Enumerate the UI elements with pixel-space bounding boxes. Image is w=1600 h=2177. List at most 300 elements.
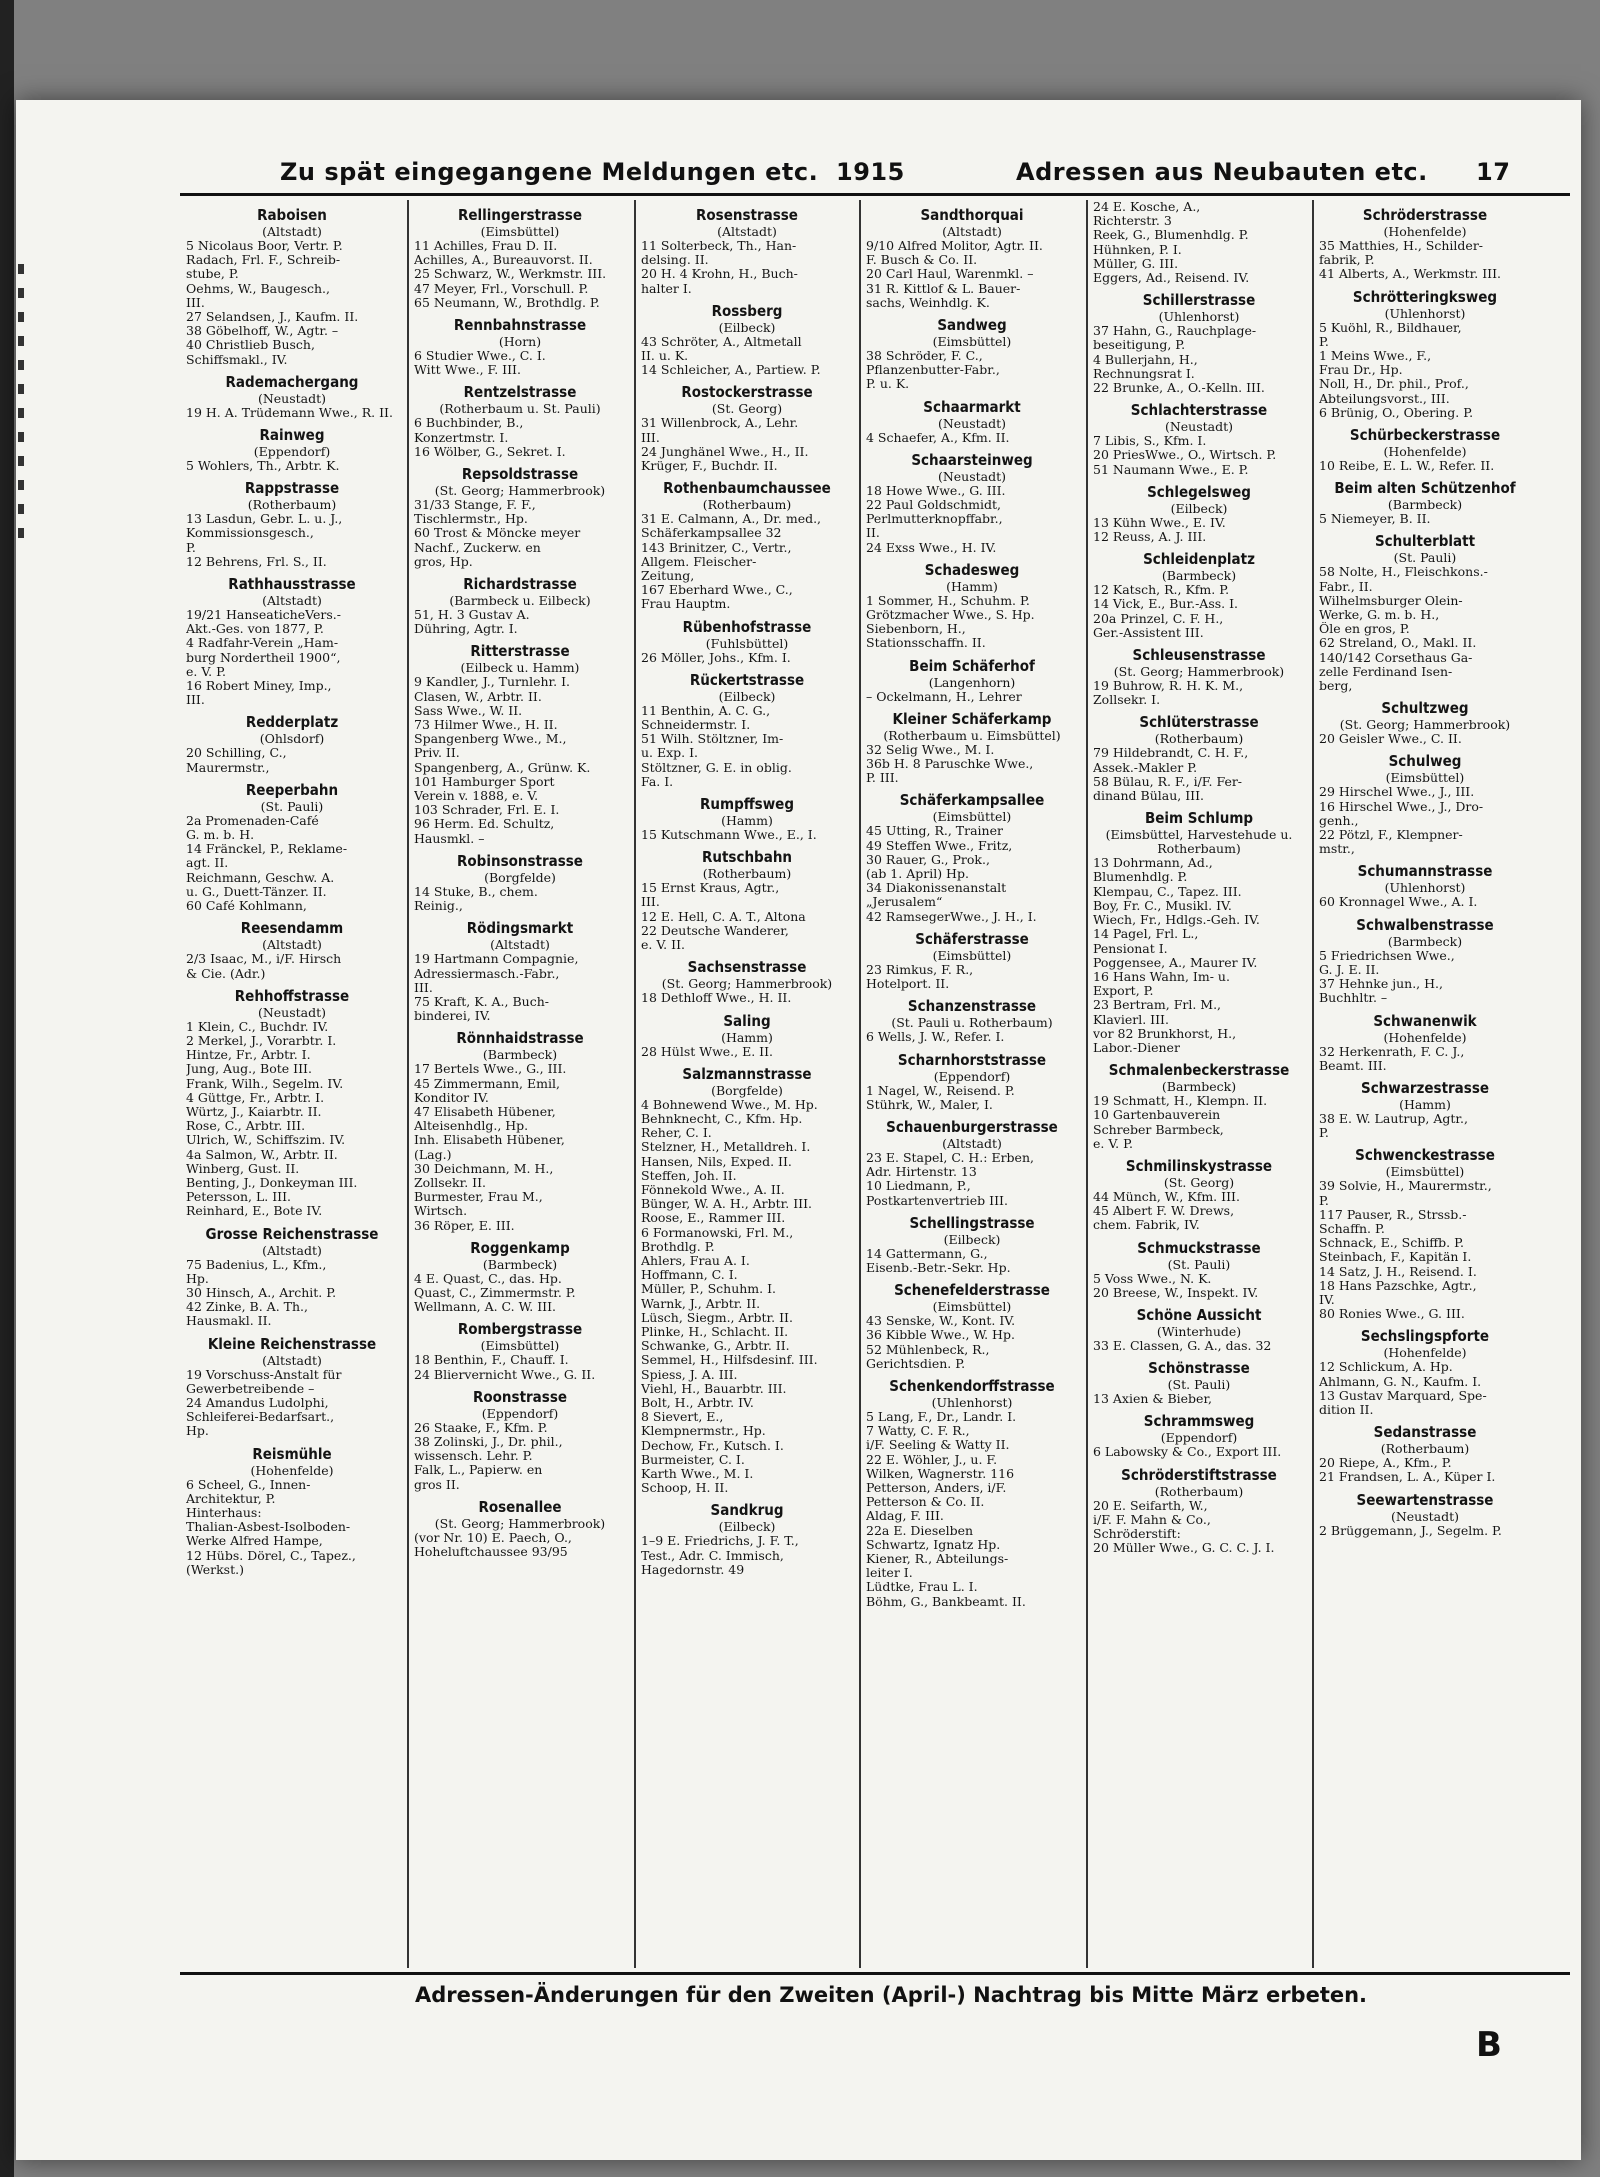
column-2 — [414, 200, 626, 1965]
district-label: (Eppendorf) — [933, 1068, 1011, 1084]
address-entry: 140/142 Corsethaus Ga- — [1319, 650, 1473, 665]
street-heading: Rutschbahn — [701, 848, 793, 867]
district-label: (Hohenfelde) — [1383, 1345, 1467, 1361]
address-entry: 4 Bullerjahn, H., — [1093, 352, 1198, 367]
address-entry: Test., Adr. C. Immisch, — [641, 1548, 784, 1563]
address-entry: 51 Naumann Wwe., E. P. — [1093, 462, 1249, 477]
address-entry: 49 Steffen Wwe., Fritz, — [866, 838, 1013, 853]
address-entry: Akt.-Ges. von 1877, P. — [186, 622, 324, 637]
address-entry: Siebenborn, H., — [866, 622, 966, 637]
address-entry: 16 Hirschel Wwe., J., Dro- — [1319, 799, 1484, 814]
address-entry: 2 Merkel, J., Vorarbtr. I. — [186, 1033, 337, 1048]
district-label: (Rotherbaum) — [702, 866, 792, 882]
address-entry: Frank, Wilh., Segelm. IV. — [186, 1076, 344, 1091]
street-heading: Beim alten Schützenhof — [1334, 479, 1516, 498]
address-entry: Reher, C. I. — [641, 1126, 712, 1141]
address-entry: 38 Zolinski, J., Dr. phil., — [414, 1434, 563, 1449]
district-label: (Neustadt) — [937, 415, 1007, 431]
street-heading: Rademachergang — [225, 372, 359, 391]
address-entry: Schreber Barmbeck, — [1093, 1122, 1224, 1137]
address-entry: Werke, G. m. b. H., — [1319, 608, 1440, 623]
address-entry: Labor.-Diener — [1093, 1040, 1180, 1055]
address-entry: Semmel, H., Hilfsdesinf. III. — [641, 1353, 818, 1368]
address-entry: Wirtsch. — [414, 1204, 468, 1219]
column-5 — [1093, 200, 1305, 1965]
address-entry: 13 Lasdun, Gebr. L. u. J., — [186, 512, 343, 527]
street-heading: Roggenkamp — [470, 1238, 570, 1257]
street-heading: Schanzenstrasse — [907, 997, 1037, 1016]
address-entry: 21 Frandsen, L. A., Küper I. — [1319, 1470, 1496, 1485]
address-entry: chem. Fabrik, IV. — [1093, 1218, 1200, 1233]
district-label: (Winterhude) — [1156, 1323, 1242, 1339]
district-label: (Eppendorf) — [1160, 1430, 1238, 1446]
address-entry: 10 Reibe, E. L. W., Refer. II. — [1319, 459, 1495, 474]
address-entry: 18 Howe Wwe., G. III. — [866, 483, 1006, 498]
address-entry: 14 Fränckel, P., Reklame- — [186, 842, 348, 857]
district-label: (Eilbeck) — [718, 688, 776, 704]
address-entry: Öle en gros, P. — [1319, 622, 1410, 637]
address-entry: 26 Möller, Johs., Kfm. I. — [641, 650, 791, 665]
address-entry: Karth Wwe., M. I. — [641, 1466, 754, 1481]
district-label: (Neustadt) — [257, 1004, 327, 1020]
address-entry: agt. II. — [186, 856, 229, 871]
address-entry: 6 Wells, J. W., Refer. I. — [866, 1030, 1005, 1045]
address-entry: 43 Schröter, A., Altmetall — [641, 334, 802, 349]
address-entry: Schwanke, G., Arbtr. II. — [641, 1339, 790, 1354]
address-entry: 13 Kühn Wwe., E. IV. — [1093, 515, 1226, 530]
district-label: (Altstadt) — [262, 937, 322, 953]
address-entry: 5 Friedrichsen Wwe., — [1319, 948, 1455, 963]
address-entry: 43 Senske, W., Kont. IV. — [866, 1314, 1016, 1329]
address-entry: Radach, Frl. F., Schreib- — [186, 253, 341, 268]
street-heading: Rossberg — [711, 301, 783, 320]
district-label: (Eilbeck) — [1170, 500, 1228, 516]
address-entry: u. G., Duett-Tänzer. II. — [186, 884, 327, 899]
address-entry: 103 Schrader, Frl. E. I. — [414, 803, 560, 818]
header-left-title: Zu spät eingegangene Meldungen etc. — [280, 158, 819, 186]
district-label: (Hamm) — [721, 1029, 773, 1045]
address-entry: 38 E. W. Lautrup, Agtr., — [1319, 1111, 1468, 1126]
street-heading: Schleusenstrasse — [1132, 646, 1266, 665]
street-heading: Sachsenstrasse — [687, 958, 807, 977]
street-heading: Rosenallee — [478, 1497, 562, 1516]
column-3 — [641, 200, 853, 1965]
address-entry: Ger.-Assistent III. — [1093, 625, 1204, 640]
address-entry: Petterson, Anders, i/F. — [866, 1480, 1007, 1495]
district-label: (Hamm) — [946, 578, 998, 594]
address-entry: stube, P. — [186, 267, 239, 282]
address-entry: Lüsch, Siegm., Arbtr. II. — [641, 1310, 793, 1325]
address-entry: dition II. — [1319, 1402, 1374, 1417]
address-entry: Allgem. Fleischer- — [641, 554, 757, 569]
address-entry: Inh. Elisabeth Hübener, — [414, 1133, 565, 1148]
address-entry: 12 Katsch, R., Kfm. P. — [1093, 583, 1230, 598]
address-entry: Schiffsmakl., IV. — [186, 352, 288, 367]
address-entry: 37 Hehnke jun., H., — [1319, 977, 1443, 992]
district-label: (Barmbeck u. Eilbeck) — [449, 593, 591, 609]
address-entry: 4 Radfahr-Verein „Ham- — [186, 636, 339, 651]
address-entry: 38 Göbelhoff, W., Agtr. – — [186, 324, 339, 339]
street-heading: Schöne Aussicht — [1136, 1305, 1262, 1324]
street-heading: Schleidenplatz — [1143, 550, 1255, 569]
address-entry: 24 Amandus Ludolphi, — [186, 1395, 329, 1410]
street-heading: Rückertstrasse — [689, 670, 805, 689]
address-entry: Bünger, W. A. H., Arbtr. III. — [641, 1197, 813, 1212]
street-heading: Rentzelstrasse — [463, 383, 577, 402]
address-entry: 19 Vorschuss-Anstalt für — [186, 1367, 342, 1382]
address-entry: 2 Brüggemann, J., Segelm. P. — [1319, 1523, 1502, 1538]
address-entry: Hühnken, P. I. — [1093, 242, 1182, 257]
address-entry: G. J. E. II. — [1319, 962, 1380, 977]
address-entry: Bolt, H., Arbtr. IV. — [641, 1395, 754, 1410]
district-label: (Neustadt) — [1390, 1508, 1460, 1524]
address-entry: 25 Schwarz, W., Werkmstr. III. — [414, 267, 607, 282]
address-entry: Kommissionsgesch., — [186, 526, 314, 541]
address-entry: u. Exp. I. — [641, 746, 699, 761]
address-entry: 16 Hans Wahn, Im- u. — [1093, 969, 1230, 984]
address-entry: e. V. P. — [1093, 1136, 1133, 1151]
address-entry: fabrik, P. — [1319, 253, 1375, 268]
address-entry: 19 Schmatt, H., Klempn. II. — [1093, 1094, 1268, 1109]
district-label: (Rotherbaum) — [1380, 1441, 1470, 1457]
address-entry: 12 E. Hell, C. A. T., Altona — [641, 909, 806, 924]
district-label: (Eilbeck) — [943, 1231, 1001, 1247]
address-entry: 9 Kandler, J., Turnlehr. I. — [414, 675, 570, 690]
address-entry: Stationsschaffn. II. — [866, 636, 986, 651]
address-entry: Alteisenhdlg., Hp. — [414, 1119, 529, 1134]
district-label: (Eppendorf) — [481, 1405, 559, 1421]
address-entry: Ahlmann, G. N., Kaufm. I. — [1319, 1374, 1482, 1389]
address-entry: „Jerusalem“ — [866, 895, 943, 910]
district-label: (Neustadt) — [257, 390, 327, 406]
district-label: (Eppendorf) — [253, 444, 331, 460]
street-heading: Rappstrasse — [244, 479, 340, 498]
address-entry: Hintze, Fr., Arbtr. I. — [186, 1048, 311, 1063]
district-label: (St. Georg; Hammerbrook) — [434, 1515, 606, 1531]
address-entry: 10 Liedmann, P., — [866, 1179, 971, 1194]
address-entry: Eggers, Ad., Reisend. IV. — [1093, 271, 1250, 286]
district-label: (Barmbeck) — [1161, 568, 1237, 584]
address-entry: 60 Trost & Möncke meyer — [414, 526, 581, 541]
address-entry: (vor Nr. 10) E. Paech, O., — [414, 1530, 572, 1545]
address-entry: Hausmakl. II. — [186, 1314, 272, 1329]
district-label: (Eimsbüttel) — [480, 224, 560, 239]
address-entry: Fa. I. — [641, 774, 674, 789]
address-entry: P. — [1319, 1193, 1329, 1208]
address-entry: Behnknecht, C., Kfm. Hp. — [641, 1111, 803, 1126]
address-entry: Maurermstr., — [186, 760, 270, 775]
address-entry: 31 Willenbrock, A., Lehr. — [641, 416, 799, 431]
address-entry: Rechnungsrat I. — [1093, 366, 1195, 381]
address-entry: Zollsekr. I. — [1093, 693, 1161, 708]
street-heading: Kleiner Schäferkamp — [892, 709, 1052, 728]
address-entry: 45 Zimmermann, Emil, — [414, 1076, 560, 1091]
address-entry: 28 Hülst Wwe., E. II. — [641, 1044, 774, 1059]
district-label: (Eilbeck) — [718, 319, 776, 335]
district-label: (Eimsbüttel) — [1385, 770, 1465, 786]
street-heading: Scharnhorststrasse — [897, 1050, 1047, 1069]
address-entry: Frau Dr., Hp. — [1319, 363, 1403, 378]
street-heading: Kleine Reichenstrasse — [207, 1334, 377, 1353]
street-heading: Sandthorquai — [920, 206, 1024, 224]
address-entry: Spangenberg, A., Grünw. K. — [414, 760, 591, 775]
street-heading: Schlachterstrasse — [1130, 401, 1268, 420]
address-entry: 31 E. Calmann, A., Dr. med., — [641, 512, 822, 527]
address-entry: Böhm, G., Bankbeamt. II. — [866, 1594, 1026, 1609]
address-entry: Boy, Fr. C., Musikl. IV. — [1093, 898, 1232, 913]
address-entry: 1 Sommer, H., Schuhm. P. — [866, 593, 1030, 608]
address-entry: Wiech, Fr., Hdlgs.-Geh. IV. — [1093, 913, 1260, 928]
district-label: (Altstadt) — [717, 224, 777, 239]
address-entry: 79 Hildebrandt, C. H. F., — [1093, 746, 1249, 761]
street-heading: Schrötteringksweg — [1352, 287, 1498, 306]
address-entry: 45 Utting, R., Trainer — [866, 824, 1003, 839]
address-entry: (Lag.) — [414, 1147, 452, 1162]
street-heading: Reesendamm — [240, 919, 344, 938]
address-entry: Burmester, Frau M., — [414, 1190, 543, 1205]
address-entry: 65 Neumann, W., Brothdlg. P. — [414, 295, 600, 310]
district-label: (Horn) — [498, 334, 542, 350]
address-entry: P. — [1319, 1126, 1329, 1141]
street-heading: Schmalenbeckerstrasse — [1108, 1061, 1290, 1080]
address-entry: Grötzmacher Wwe., S. Hp. — [866, 608, 1035, 623]
address-entry: sachs, Weinhdlg. K. — [866, 295, 990, 310]
street-heading: Rödingsmarkt — [466, 919, 574, 938]
address-entry: 1 Nagel, W., Reisend. P. — [866, 1083, 1015, 1098]
district-label: (Altstadt) — [262, 224, 322, 239]
address-entry: II. u. K. — [641, 349, 689, 364]
address-entry: – Ockelmann, H., Lehrer — [866, 689, 1022, 704]
street-heading: Schulterblatt — [1374, 532, 1476, 551]
address-entry: 23 E. Stapel, C. H.: Erben, — [866, 1150, 1034, 1165]
address-entry: Wellmann, A. C. W. III. — [414, 1300, 557, 1315]
address-entry: Pensionat I. — [1093, 941, 1168, 956]
address-entry: 4 Güttge, Fr., Arbtr. I. — [186, 1090, 325, 1105]
address-entry: Stöltzner, G. E. in oblig. — [641, 760, 792, 775]
address-entry: 75 Badenius, L., Kfm., — [186, 1257, 327, 1272]
district-label: (St. Pauli) — [260, 798, 324, 814]
address-entry: 2a Promenaden-Café — [186, 813, 319, 828]
address-entry: 19 Buhrow, R. H. K. M., — [1093, 679, 1244, 694]
address-entry: Reek, G., Blumenhdlg. P. — [1093, 228, 1249, 243]
address-entry: 22 Deutsche Wanderer, — [641, 923, 789, 938]
address-entry: Petterson & Co. II. — [866, 1495, 985, 1510]
district-label: (Eimsbüttel) — [480, 1338, 560, 1354]
district-label: (Altstadt) — [942, 1135, 1002, 1151]
address-entry: III. — [186, 693, 205, 708]
street-heading: Grosse Reichenstrasse — [205, 1224, 379, 1243]
header-rule — [180, 193, 1570, 196]
address-entry: 18 Dethloff Wwe., H. II. — [641, 991, 792, 1006]
address-entry: III. — [641, 895, 660, 910]
address-entry: Beamt. III. — [1319, 1058, 1387, 1073]
address-entry: e. V. II. — [641, 938, 685, 953]
district-label: (Altstadt) — [262, 1352, 322, 1368]
street-heading: Sedanstrasse — [1373, 1423, 1477, 1442]
address-entry: Hoheluftchaussee 93/95 — [414, 1544, 568, 1559]
street-heading: Rainweg — [259, 426, 325, 445]
address-entry: Assek.-Makler P. — [1093, 760, 1198, 775]
address-entry: Aldag, F. III. — [866, 1509, 944, 1524]
address-entry: 32 Herkenrath, F. C. J., — [1319, 1044, 1465, 1059]
address-entry: Spiess, J. A. III. — [641, 1367, 738, 1382]
binding-margin — [0, 0, 14, 2177]
district-label: (Hohenfelde) — [1383, 1029, 1467, 1045]
address-entry: 14 Vick, E., Bur.-Ass. I. — [1093, 597, 1239, 612]
address-entry: Hagedornstr. 49 — [641, 1562, 745, 1577]
address-entry: 31 R. Kittlof & L. Bauer- — [866, 281, 1021, 296]
street-heading: Sandkrug — [710, 1501, 784, 1520]
street-heading: Schenefelderstrasse — [894, 1281, 1050, 1300]
address-entry: Brothdlg. P. — [641, 1239, 715, 1254]
address-entry: vor 82 Brunkhorst, H., — [1093, 1026, 1237, 1041]
address-entry: burg Nordertheil 1900“, — [186, 650, 341, 665]
street-heading: Schwalbenstrasse — [1356, 915, 1494, 934]
address-entry: Oehms, W., Baugesch., — [186, 281, 330, 296]
address-entry: Buchhltr. – — [1319, 991, 1388, 1006]
address-entry: dinand Bülau, III. — [1093, 789, 1204, 804]
street-heading: Rellingerstrasse — [458, 206, 582, 224]
district-label: (Hohenfelde) — [1383, 444, 1467, 460]
address-entry: 167 Eberhard Wwe., C., — [641, 583, 793, 598]
address-entry: Viehl, H., Bauarbtr. III. — [641, 1381, 787, 1396]
address-entry: gros, Hp. — [414, 554, 473, 569]
street-heading: Rönnhaidstrasse — [456, 1029, 584, 1048]
address-entry: III. — [641, 430, 660, 445]
street-heading: Schwarzestrasse — [1360, 1078, 1490, 1097]
district-label: (St. Pauli) — [1167, 1377, 1231, 1393]
column-divider — [1312, 200, 1314, 1968]
district-label: (Neustadt) — [1164, 419, 1234, 435]
district-label: (Neustadt) — [937, 468, 1007, 484]
street-heading: Schröderstiftstrasse — [1121, 1465, 1277, 1484]
street-heading: Ritterstrasse — [470, 642, 570, 661]
address-entry: 39 Solvie, H., Maurermstr., — [1319, 1179, 1492, 1194]
address-entry: 4 Schaefer, A., Kfm. II. — [866, 430, 1010, 445]
address-entry: 9/10 Alfred Molitor, Agtr. II. — [866, 239, 1043, 253]
district-label: (Rotherbaum) — [1154, 1483, 1244, 1499]
column-6 — [1319, 200, 1531, 1965]
address-entry: Klempau, C., Tapez. III. — [1093, 884, 1242, 899]
district-label: (St. Georg; Hammerbrook) — [1113, 664, 1285, 680]
address-entry: 35 Matthies, H., Schilder- — [1319, 239, 1484, 253]
address-entry: Quast, C., Zimmermstr. P. — [414, 1285, 576, 1300]
address-entry: Burmeister, C. I. — [641, 1452, 745, 1467]
address-entry: 47 Meyer, Frl., Vorschull. P. — [414, 281, 589, 296]
address-entry: Poggensee, A., Maurer IV. — [1093, 955, 1258, 970]
district-label: (Borgfelde) — [484, 869, 556, 885]
street-heading: Schillerstrasse — [1142, 291, 1256, 310]
address-entry: Gerichtsdien. P. — [866, 1356, 966, 1371]
address-entry: Schaffn. P. — [1319, 1221, 1385, 1236]
address-entry: 27 Selandsen, J., Kaufm. II. — [186, 310, 359, 325]
address-entry: Wilhelmsburger Olein- — [1319, 593, 1463, 608]
address-entry: 20 Riepe, A., Kfm., P. — [1319, 1456, 1452, 1471]
street-heading: Reismühle — [252, 1444, 332, 1463]
district-label: (Ohlsdorf) — [259, 731, 325, 747]
street-heading: Schwanenwik — [1373, 1011, 1477, 1030]
street-heading: Schönstrasse — [1148, 1359, 1250, 1378]
address-entry: 23 Rimkus, F. R., — [866, 962, 974, 977]
street-heading: Schumannstrasse — [1357, 862, 1493, 881]
address-entry: 4a Salmon, W., Arbtr. II. — [186, 1147, 338, 1162]
address-entry: Dühring, Agtr. I. — [414, 622, 518, 637]
street-heading: Seewartenstrasse — [1356, 1490, 1494, 1509]
address-entry: 117 Pauser, R., Strssb.- — [1319, 1207, 1467, 1222]
address-entry: P. III. — [866, 771, 899, 786]
district-label: (Barmbeck) — [482, 1256, 558, 1272]
street-heading: Schäferstrasse — [915, 929, 1029, 948]
street-heading: Saling — [723, 1011, 771, 1030]
address-entry: 60 Café Kohlmann, — [186, 899, 307, 914]
address-entry: Müller, P., Schuhm. I. — [641, 1282, 777, 1297]
address-entry: Schwartz, Ignatz Hp. — [866, 1537, 1001, 1552]
street-heading: Schenkendorffstrasse — [889, 1376, 1055, 1395]
address-entry: Achilles, A., Bureauvorst. II. — [414, 253, 593, 268]
street-heading: Schlegelsweg — [1147, 482, 1251, 501]
address-entry: 58 Nolte, H., Fleischkons.- — [1319, 565, 1488, 580]
address-entry: 75 Kraft, K. A., Buch- — [414, 994, 549, 1009]
address-entry: Hausmkl. – — [414, 831, 485, 846]
column-divider — [859, 200, 861, 1968]
district-label: (St. Georg) — [711, 401, 783, 417]
address-entry: Stelzner, H., Metalldreh. I. — [641, 1140, 811, 1155]
district-label: (Uhlenhorst) — [931, 1394, 1013, 1410]
address-entry: Steinbach, F., Kapitän I. — [1319, 1250, 1472, 1265]
street-heading: Roonstrasse — [472, 1387, 568, 1406]
address-entry: 20 Müller Wwe., G. C. C. J. I. — [1093, 1541, 1275, 1556]
street-heading: Reeperbahn — [245, 780, 339, 799]
signature-letter: B — [1476, 2025, 1502, 2065]
address-entry: IV. — [1319, 1292, 1335, 1307]
address-entry: 36 Röper, E. III. — [414, 1218, 515, 1233]
district-label: (Fuhlsbüttel) — [705, 635, 789, 651]
district-label: (St. Georg; Hammerbrook) — [1339, 717, 1511, 733]
address-entry: 14 Stuke, B., chem. — [414, 884, 538, 899]
address-entry: Tischlermstr., Hp. — [414, 512, 528, 527]
address-entry: 20 PriesWwe., O., Wirtsch. P. — [1093, 448, 1277, 463]
address-entry: Abteilungsvorst., III. — [1319, 391, 1450, 406]
address-entry: Hansen, Nils, Exped. II. — [641, 1154, 792, 1169]
address-entry: Pflanzenbutter-Fabr., — [866, 363, 1000, 378]
address-entry: Reinig., — [414, 899, 463, 914]
address-entry: Clasen, W., Arbtr. II. — [414, 689, 542, 704]
street-heading: Richardstrasse — [463, 575, 577, 594]
district-label: (Barmbeck) — [1387, 933, 1463, 949]
address-entry: Rose, C., Arbtr. III. — [186, 1119, 306, 1134]
street-heading: Beim Schlump — [1144, 809, 1254, 828]
address-entry: 6 Brünig, O., Obering. P. — [1319, 405, 1474, 420]
district-label: (St. Georg; Hammerbrook) — [434, 483, 606, 499]
address-entry: 30 Hinsch, A., Archit. P. — [186, 1285, 337, 1300]
address-entry: Kiener, R., Abteilungs- — [866, 1551, 1009, 1566]
address-entry: 24 Exss Wwe., H. IV. — [866, 540, 997, 555]
district-label: (Eimsbüttel) — [1385, 1164, 1465, 1180]
address-entry: F. Busch & Co. II. — [866, 253, 978, 268]
address-entry: 51, H. 3 Gustav A. — [414, 608, 530, 623]
district-label: (Altstadt) — [490, 937, 550, 953]
address-entry: 18 Benthin, F., Chauff. I. — [414, 1353, 569, 1368]
district-label: (Altstadt) — [262, 593, 322, 609]
address-entry: P. — [1319, 334, 1329, 349]
address-entry: 1 Klein, C., Buchdr. IV. — [186, 1019, 329, 1034]
district-label: (St. Pauli) — [1393, 550, 1457, 566]
address-entry: 5 Wohlers, Th., Arbtr. K. — [186, 459, 340, 474]
street-heading: Sandweg — [937, 316, 1007, 335]
address-entry: 6 Formanowski, Frl. M., — [641, 1225, 794, 1240]
address-entry: 32 Selig Wwe., M. I. — [866, 742, 995, 757]
address-entry: 20 Schilling, C., — [186, 746, 287, 761]
